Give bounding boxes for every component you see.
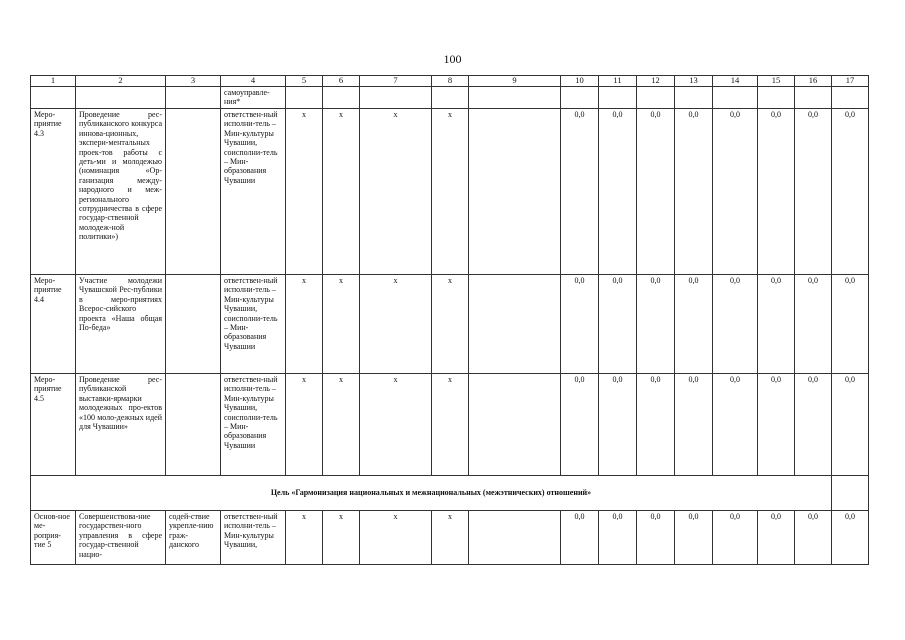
program-table (30, 75, 869, 565)
mark-cell: х (360, 275, 432, 374)
goal-row (31, 476, 869, 511)
value-cell: 0,0 (637, 109, 675, 275)
event-goal (166, 87, 221, 109)
header-cell: 2 (76, 76, 166, 87)
value-cell (561, 87, 599, 109)
page-number: 100 (443, 52, 462, 66)
header-cell: 11 (599, 76, 637, 87)
event-executor: ответствен-ный исполни-тель – Мин-культуры Чувашии, соисполни-тель – Мин-образования Чувашии (221, 109, 286, 275)
event-code: Меро-приятие 4.3 (31, 109, 76, 275)
header-cell: 10 (561, 76, 599, 87)
table-row (31, 87, 869, 109)
header-cell: 1 (31, 76, 76, 87)
event-executor: ответствен-ный исполни-тель – Мин-культуры Чувашии, соисполни-тель – Мин-образования Чувашии (221, 374, 286, 476)
event-executor: ответствен-ный исполни-тель – Мин-культуры Чувашии, соисполни-тель – Мин-образования Чувашии (221, 275, 286, 374)
source-cell (469, 374, 561, 476)
value-cell: 0,0 (832, 374, 869, 476)
event-goal (166, 275, 221, 374)
value-cell: 0,0 (599, 109, 637, 275)
value-cell (637, 87, 675, 109)
value-cell (832, 87, 869, 109)
value-cell: 0,0 (561, 109, 599, 275)
event-goal: содей-ствие укрепле-нию граж-данского (166, 511, 221, 565)
header-cell: 8 (432, 76, 469, 87)
event-code: Основ-ное ме-роприя-тие 5 (31, 511, 76, 565)
mark-cell: х (323, 511, 360, 565)
value-cell: 0,0 (832, 275, 869, 374)
mark-cell: х (286, 109, 323, 275)
header-cell: 5 (286, 76, 323, 87)
event-title: Совершенствова-ние государствен-ного управления в сфере государ-ственной нацио- (76, 511, 166, 565)
header-cell: 13 (675, 76, 713, 87)
table-row (31, 511, 869, 565)
table-row (31, 374, 869, 476)
header-cell: 4 (221, 76, 286, 87)
mark-cell: х (432, 275, 469, 374)
event-title: Проведение рес-публиканской выставки-ярмарки молодежных про-ектов «100 моло-дежных идей для Чувашии» (76, 374, 166, 476)
value-cell: 0,0 (713, 374, 758, 476)
table-row (31, 275, 869, 374)
mark-cell: х (323, 109, 360, 275)
header-cell: 17 (832, 76, 869, 87)
value-cell: 0,0 (561, 374, 599, 476)
event-goal (166, 374, 221, 476)
value-cell: 0,0 (758, 511, 795, 565)
mark-cell (323, 87, 360, 109)
value-cell: 0,0 (675, 275, 713, 374)
mark-cell: х (360, 374, 432, 476)
value-cell: 0,0 (561, 275, 599, 374)
value-cell (713, 87, 758, 109)
mark-cell: х (286, 511, 323, 565)
source-cell (469, 87, 561, 109)
mark-cell: х (432, 109, 469, 275)
event-title: Проведение рес-публиканского конкурса иннова-ционных, экспери-ментальных проек-тов работы с деть-ми и молодежью (номинация «Ор-ганизация между-народного и меж-регионального сотрудничества в сфере государ-ственной молодеж-ной политики») (76, 109, 166, 275)
header-cell: 6 (323, 76, 360, 87)
value-cell: 0,0 (758, 109, 795, 275)
value-cell: 0,0 (713, 109, 758, 275)
value-cell: 0,0 (795, 511, 832, 565)
header-cell: 12 (637, 76, 675, 87)
value-cell: 0,0 (637, 511, 675, 565)
mark-cell: х (360, 511, 432, 565)
header-cell: 16 (795, 76, 832, 87)
value-cell: 0,0 (713, 275, 758, 374)
event-code (31, 87, 76, 109)
header-cell: 9 (469, 76, 561, 87)
source-cell (469, 109, 561, 275)
event-code: Меро-приятие 4.5 (31, 374, 76, 476)
source-cell (469, 511, 561, 565)
event-goal (166, 109, 221, 275)
mark-cell (360, 87, 432, 109)
value-cell: 0,0 (675, 109, 713, 275)
mark-cell (286, 87, 323, 109)
value-cell: 0,0 (637, 275, 675, 374)
value-cell: 0,0 (795, 275, 832, 374)
header-cell: 7 (360, 76, 432, 87)
event-title: Участие молодежи Чувашской Рес-публики в меро-приятиях Всерос-сийского проекта «Наша общая По-беда» (76, 275, 166, 374)
mark-cell: х (323, 374, 360, 476)
header-cell: 14 (713, 76, 758, 87)
value-cell: 0,0 (599, 275, 637, 374)
value-cell: 0,0 (713, 511, 758, 565)
value-cell: 0,0 (599, 511, 637, 565)
value-cell: 0,0 (675, 511, 713, 565)
mark-cell: х (432, 511, 469, 565)
event-executor: самоуправле-ния* (221, 87, 286, 109)
mark-cell: х (360, 109, 432, 275)
mark-cell: х (323, 275, 360, 374)
value-cell: 0,0 (758, 374, 795, 476)
event-code: Меро-приятие 4.4 (31, 275, 76, 374)
mark-cell: х (432, 374, 469, 476)
event-executor: ответствен-ный исполни-тель – Мин-культуры Чувашии, (221, 511, 286, 565)
event-title (76, 87, 166, 109)
value-cell: 0,0 (637, 374, 675, 476)
table-header-row (31, 76, 869, 87)
mark-cell (432, 87, 469, 109)
value-cell: 0,0 (795, 374, 832, 476)
value-cell (795, 87, 832, 109)
value-cell: 0,0 (832, 109, 869, 275)
table-row (31, 109, 869, 275)
value-cell: 0,0 (832, 511, 869, 565)
value-cell: 0,0 (599, 374, 637, 476)
value-cell (675, 87, 713, 109)
mark-cell: х (286, 374, 323, 476)
value-cell: 0,0 (795, 109, 832, 275)
value-cell (599, 87, 637, 109)
value-cell (758, 87, 795, 109)
value-cell: 0,0 (675, 374, 713, 476)
header-cell: 15 (758, 76, 795, 87)
value-cell: 0,0 (561, 511, 599, 565)
value-cell: 0,0 (758, 275, 795, 374)
goal-heading: Цель «Гармонизация национальных и межнациональных (межэтнических) отношений» (31, 476, 832, 511)
mark-cell: х (286, 275, 323, 374)
source-cell (469, 275, 561, 374)
goal-row-end-cell (832, 476, 869, 511)
header-cell: 3 (166, 76, 221, 87)
